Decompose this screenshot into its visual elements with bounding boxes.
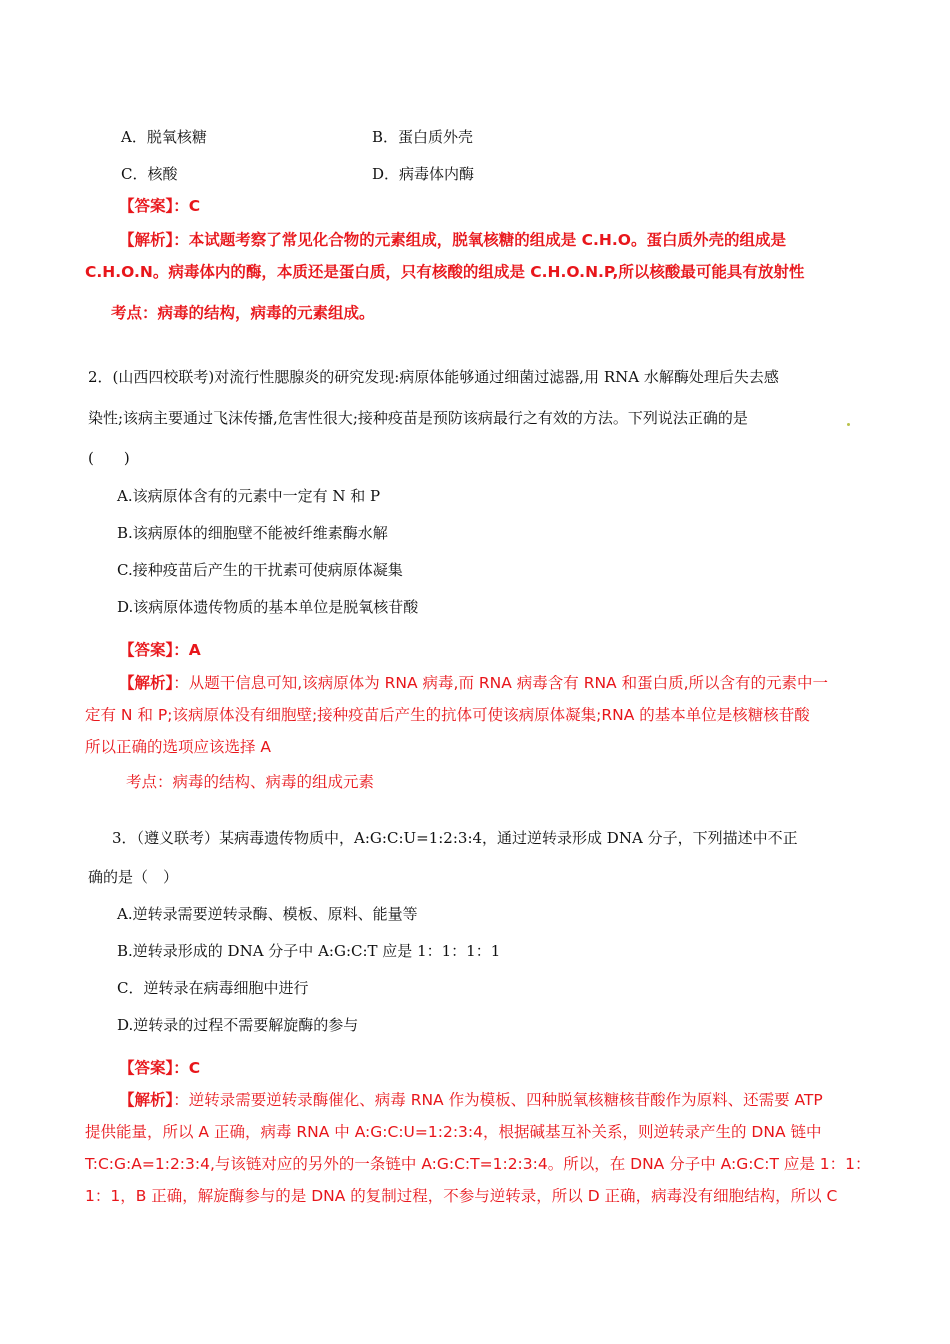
q3-analysis-line-4: 1：1，B 正确，解旋酶参与的是 DNA 的复制过程，不参与逆转录，所以 D 正确，病毒没有细胞结构，所以 C	[85, 1187, 838, 1205]
q1-kaodian: 考点：病毒的结构，病毒的元素组成。	[111, 304, 375, 322]
q2-analysis-line-1: 【解析】：从题干信息可知,该病原体为 RNA 病毒,而 RNA 病毒含有 RNA 和蛋白质,所以含有的元素中一	[119, 674, 829, 692]
analysis-label: 【解析】	[119, 231, 174, 249]
q2-stem-line-1: 2．(山西四校联考)对流行性腮腺炎的研究发现:病原体能够通过细菌过滤器,用 RNA 水解酶处理后失去感	[88, 368, 779, 386]
answer-value: ：C	[173, 1059, 201, 1077]
q2-answer	[119, 640, 201, 660]
q3-answer	[119, 1058, 200, 1078]
decorative-dot	[847, 423, 850, 426]
q3-analysis-line-1: 【解析】：逆转录需要逆转录酶催化、病毒 RNA 作为模板、四种脱氧核糖核苷酸作为原料、还需要 ATP	[119, 1091, 823, 1109]
q3-option-d: D.逆转录的过程不需要解旋酶的参与	[117, 1016, 359, 1034]
answer-label: 【答案】	[119, 197, 174, 215]
q3-stem-line-2: 确的是（ ）	[88, 868, 179, 886]
q3-stem-line-1: 3．（遵义联考）某病毒遗传物质中，A:G:C:U=1:2:3:4，通过逆转录形成 DNA 分子，下列描述中不正	[112, 829, 798, 847]
q1-option-a: A．脱氧核糖	[121, 128, 207, 146]
q2-stem-line-3: ( )	[88, 449, 130, 467]
q2-option-a: A.该病原体含有的元素中一定有 N 和 P	[117, 487, 381, 505]
q3-option-a: A.逆转录需要逆转录酶、模板、原料、能量等	[117, 905, 418, 923]
q1-analysis-line-2: C.H.O.N。病毒体内的酶，本质还是蛋白质，只有核酸的组成是 C.H.O.N.P,所以核酸最可能具有放射性	[85, 263, 805, 281]
q1-option-b: B．蛋白质外壳	[372, 128, 474, 146]
q1-answer	[119, 196, 200, 216]
analysis-label: 【解析】	[119, 1091, 174, 1109]
q1-option-d: D．病毒体内酶	[372, 165, 475, 183]
q2-stem-line-2: 染性;该病主要通过飞沫传播,危害性很大;接种疫苗是预防该病最行之有效的方法。下列说法正确的是	[88, 409, 748, 427]
q2-analysis-line-3: 所以正确的选项应该选择 A	[85, 738, 272, 756]
q2-option-c: C.接种疫苗后产生的干扰素可使病原体凝集	[117, 561, 403, 579]
q2-kaodian: 考点：病毒的结构、病毒的组成元素	[126, 773, 375, 791]
q3-analysis-line-3: T:C:G:A=1:2:3:4,与该链对应的另外的一条链中 A:G:C:T=1:2:3:4。所以，在 DNA 分子中 A:G:C:T 应是 1：1：	[85, 1155, 871, 1173]
answer-label: 【答案】	[119, 1059, 174, 1077]
answer-value: ：A	[173, 641, 201, 659]
q3-analysis-line-2: 提供能量，所以 A 正确，病毒 RNA 中 A:G:C:U=1:2:3:4，根据碱基互补关系，则逆转录产生的 DNA 链中	[85, 1123, 822, 1141]
q2-option-d: D.该病原体遗传物质的基本单位是脱氧核苷酸	[117, 598, 419, 616]
q1-option-c: C．核酸	[121, 165, 178, 183]
q2-option-b: B.该病原体的细胞壁不能被纤维素酶水解	[117, 524, 388, 542]
answer-label: 【答案】	[119, 641, 174, 659]
answer-value: ：C	[173, 197, 201, 215]
q3-option-b: B.逆转录形成的 DNA 分子中 A:G:C:T 应是 1：1：1：1	[117, 942, 501, 960]
analysis-label: 【解析】	[119, 674, 174, 692]
q3-option-c: C．逆转录在病毒细胞中进行	[117, 979, 309, 997]
q1-analysis-line-1: 【解析】：本试题考察了常见化合物的元素组成，脱氧核糖的组成是 C.H.O。蛋白质外壳的组成是	[119, 231, 786, 249]
q2-analysis-line-2: 定有 N 和 P;该病原体没有细胞壁;接种疫苗后产生的抗体可使该病原体凝集;RNA 的基本单位是核糖核苷酸	[85, 706, 810, 724]
